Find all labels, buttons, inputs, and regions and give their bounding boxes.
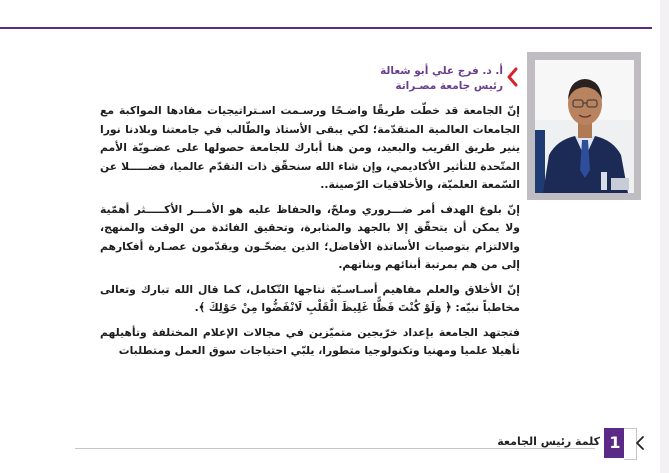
article-body bbox=[100, 102, 520, 367]
author-name: أ. د. فرج علي أبو شعالة bbox=[380, 65, 503, 77]
portrait-photo bbox=[535, 60, 634, 193]
page-edge bbox=[660, 0, 669, 473]
paragraph: إنّ الجامعة قد خطّت طريقًا واضـحًا ورسـمت اسـتراتيجيات مفادها المواكبة مع الجامعات العالمية المتقدّمة؛ لكي يبقى الأستاذ والطّالب في جامعتنا وبلادنا نورا ينير طريق القريب والبعيد، ومن هنا أبارك للجامعة حصولها على عضـويّة الأمم المتّحدة للتأثير الأكاديمي، وإن شاء الله سنحقّق ذات التقدّم عالميا، فضـــــلا عن السّمعة العلميّة، والأخلاقيات الرّصينة.. bbox=[100, 104, 520, 191]
byline bbox=[370, 64, 503, 94]
chevron-left-icon bbox=[635, 435, 645, 451]
paragraph: فتجتهد الجامعة بإعداد خرّيجين متميّزين في مجالات الإعلام المختلفة وتأهيلهم تأهيلا علميا ومهنيا وتكنولوجيا متطورا، يلبّي احتياجات سوق العمل ومتطلبات bbox=[100, 325, 520, 357]
section-label: كلمة رئيس الجامعة bbox=[497, 435, 600, 448]
chevron-left-icon bbox=[505, 66, 519, 88]
page-number-badge: 1 bbox=[604, 428, 626, 458]
paragraph: إنّ الأخلاق والعلم مفاهيم أسـاسـيّة نتاجها التّكامل، كما قال الله تبارك وتعالى مخاطباً نبيّه: ﴿ وَلَوْ كُنْتَ فَظًّا غَلِيظَ الْقَلْبِ لَانْفَضُّوا مِنْ حَوْلِكَ ﴾. bbox=[100, 282, 520, 314]
paragraph: إنّ بلوغ الهدف أمر ضـــروري وملحّ، والحفاظ عليه هو الأمـــر الأكـــــثر أهمّية ولا يمكن أن يتحقّق إلا بالجهد والمثابرة، وتحقيق الفائدة من الوقت والمنهج، والالتزام بتوصيات الأساتذة الأفاضل؛ الذين يضحّـون ويقدّمون عصـارة أفكارهم إلى من هم بمرتبة أبنائهم وبناتهم. bbox=[100, 202, 520, 271]
author-title: رئيس جامعة مصـراتة bbox=[395, 80, 503, 92]
top-divider bbox=[0, 27, 652, 29]
portrait-illustration bbox=[535, 60, 634, 193]
